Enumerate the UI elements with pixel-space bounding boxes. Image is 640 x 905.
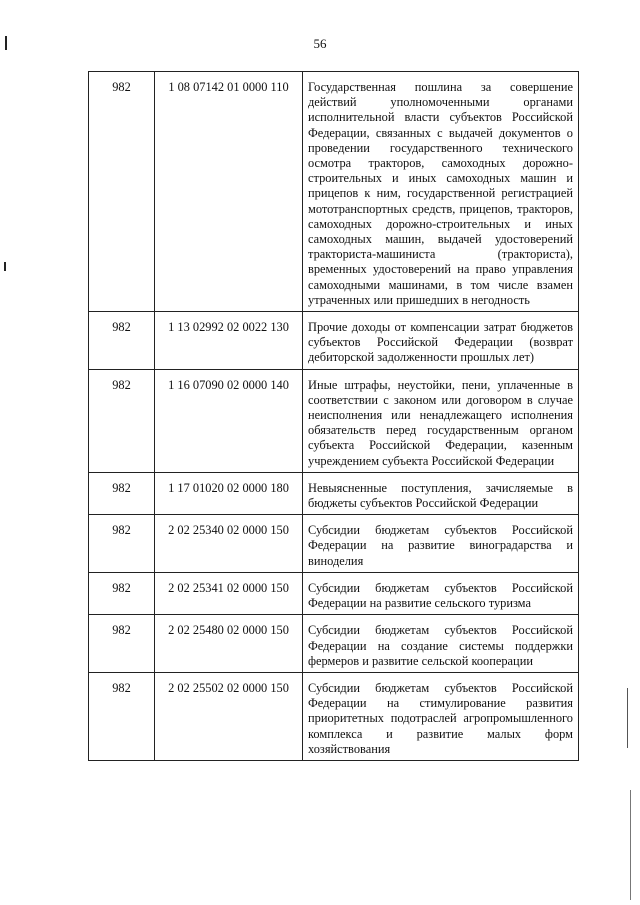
administrator-code: 982	[89, 472, 155, 514]
revenue-description: Прочие доходы от компенсации затрат бюджетов субъектов Российской Федерации (возврат дебиторской задолженности прошлых лет)	[303, 312, 579, 370]
administrator-code: 982	[89, 312, 155, 370]
table-row	[89, 672, 579, 760]
budget-classification-code: 1 08 07142 01 0000 110	[155, 72, 303, 312]
table-row	[89, 515, 579, 573]
scan-edge-mark	[630, 790, 631, 900]
administrator-code: 982	[89, 72, 155, 312]
budget-revenue-table	[88, 71, 579, 761]
budget-classification-code: 2 02 25340 02 0000 150	[155, 515, 303, 573]
budget-classification-code: 1 13 02992 02 0022 130	[155, 312, 303, 370]
budget-classification-code: 2 02 25341 02 0000 150	[155, 572, 303, 614]
revenue-description: Субсидии бюджетам субъектов Российской Федерации на создание системы поддержки фермеров и развитие сельской кооперации	[303, 615, 579, 673]
revenue-description: Иные штрафы, неустойки, пени, уплаченные в соответствии с законом или договором в случае неисполнения или ненадлежащего исполнения обязательств перед государственным органом субъекта Российской Федерации, казенным учреждением субъекта Российской Федерации	[303, 369, 579, 472]
budget-classification-code: 1 17 01020 02 0000 180	[155, 472, 303, 514]
administrator-code: 982	[89, 369, 155, 472]
administrator-code: 982	[89, 515, 155, 573]
administrator-code: 982	[89, 672, 155, 760]
scan-edge-mark	[627, 688, 628, 748]
budget-classification-code: 1 16 07090 02 0000 140	[155, 369, 303, 472]
scan-edge-mark	[4, 262, 6, 271]
administrator-code: 982	[89, 572, 155, 614]
table-row	[89, 72, 579, 312]
revenue-description: Субсидии бюджетам субъектов Российской Федерации на развитие виноградарства и виноделия	[303, 515, 579, 573]
table-row	[89, 369, 579, 472]
page-number: 56	[313, 36, 327, 51]
revenue-description: Субсидии бюджетам субъектов Российской Федерации на стимулирование развития приоритетных подотраслей агропромышленного комплекса и развитие малых форм хозяйствования	[303, 672, 579, 760]
revenue-description: Невыясненные поступления, зачисляемые в бюджеты субъектов Российской Федерации	[303, 472, 579, 514]
budget-classification-code: 2 02 25502 02 0000 150	[155, 672, 303, 760]
administrator-code: 982	[89, 615, 155, 673]
table-row	[89, 572, 579, 614]
table-row	[89, 615, 579, 673]
revenue-description: Государственная пошлина за совершение действий уполномоченными органами исполнительной власти субъектов Российской Федерации, связанных с выдачей документов о проведении государственного технического осмотра тракторов, самоходных дорожно-строительных и иных самоходных машин и прицепов к ним, государственной регистрацией мототранспортных средств, прицепов, тракторов, самоходных дорожно-строительных и иных самоходных машин, выдачей удостоверений тракториста-машиниста (тракториста), временных удостоверений на право управления самоходными машинами, в том числе взамен утраченных или пришедших в негодность	[303, 72, 579, 312]
table-row	[89, 472, 579, 514]
table-row	[89, 312, 579, 370]
revenue-description: Субсидии бюджетам субъектов Российской Федерации на развитие сельского туризма	[303, 572, 579, 614]
budget-classification-code: 2 02 25480 02 0000 150	[155, 615, 303, 673]
